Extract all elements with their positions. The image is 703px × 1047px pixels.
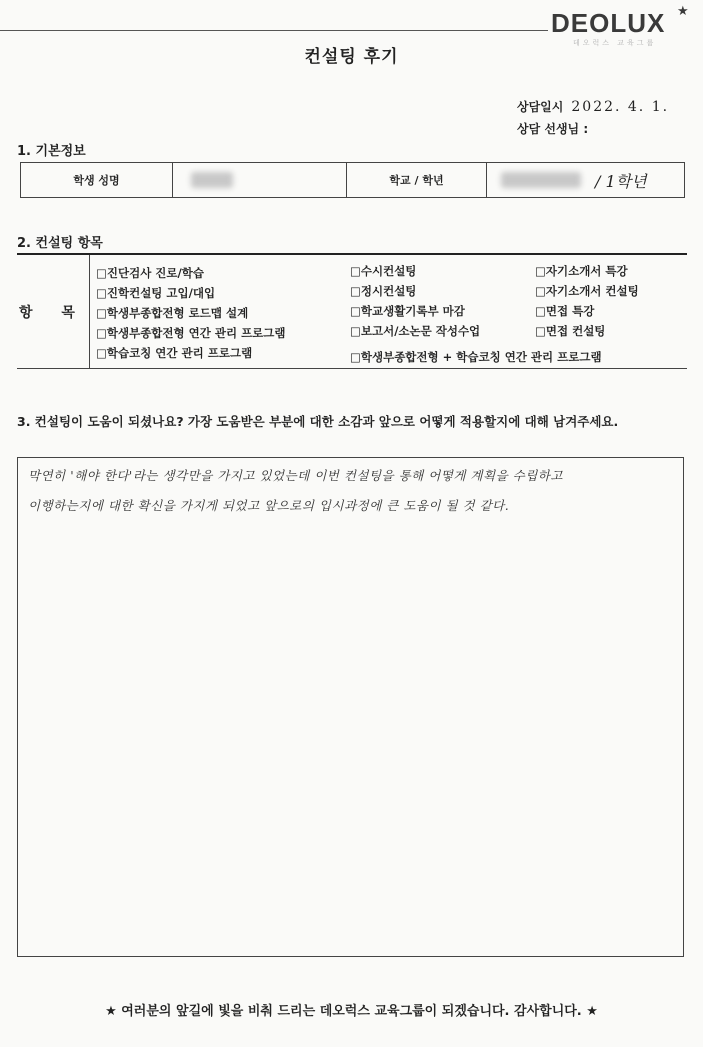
footer-text: 여러분의 앞길에 빛을 비춰 드리는 데오럭스 교육그룹이 되겠습니다. 감사합니다.: [121, 1004, 582, 1019]
item-checkbox[interactable]: □학생부종합전형 연간 관리 프로그램: [96, 326, 286, 340]
item-checkbox[interactable]: □수시컨설팅: [350, 264, 417, 278]
school-grade-label: 학교 / 학년: [347, 163, 487, 197]
consulting-items-table: [17, 253, 687, 369]
item-checkbox[interactable]: □면접 컨설팅: [535, 324, 606, 338]
star-icon: ★: [105, 1004, 117, 1019]
consult-date-label: 상담일시: [517, 100, 564, 114]
brand-name: DEOLUX: [551, 8, 666, 38]
brand-subtitle: 데오럭스 교육그룹: [573, 39, 657, 47]
item-checkbox[interactable]: □진단검사 진로/학습: [96, 266, 204, 280]
basic-info-table: [20, 162, 685, 198]
consult-teacher: [517, 120, 588, 137]
answer-line: 막연히 '해야 한다'라는 생각만을 가지고 있었는데 이번 컨설팅을 통해 어떻게 계획을 수립하고: [28, 468, 563, 483]
section-feedback-question: 3. 컨설팅이 도움이 되셨나요? 가장 도움받은 부분에 대한 소감과 앞으로 어떻게 적용할지에 대해 남겨주세요.: [17, 414, 619, 429]
redacted-name: [191, 172, 233, 188]
footer-message: [0, 1000, 703, 1019]
item-checkbox[interactable]: □자기소개서 특강: [535, 264, 628, 278]
consult-date-value: 2022. 4. 1.: [571, 99, 670, 115]
page-title: 컨설팅 후기: [304, 47, 399, 67]
answer-line: 이행하는지에 대한 확신을 가지게 되었고 앞으로의 입시과정에 큰 도움이 될 것 같다.: [28, 498, 510, 513]
redacted-school: [501, 172, 581, 188]
item-checkbox[interactable]: □학생부종합전형 + 학습코칭 연간 관리 프로그램: [350, 350, 602, 364]
school-grade-value: [487, 163, 684, 197]
section-basic-info-heading: 1. 기본정보: [17, 144, 86, 159]
grade-handwritten: / 1학년: [595, 171, 647, 191]
student-name-label: 학생 성명: [21, 163, 173, 197]
student-name-value: [173, 163, 347, 197]
item-checkbox[interactable]: □정시컨설팅: [350, 284, 417, 298]
item-checkbox[interactable]: □면접 특강: [535, 304, 595, 318]
item-checkbox[interactable]: □자기소개서 컨설팅: [535, 284, 639, 298]
items-label: 항 목: [17, 255, 90, 368]
consult-teacher-label: 상담 선생님 :: [517, 122, 589, 136]
feedback-answer-box: [17, 457, 684, 957]
star-icon: ★: [586, 1004, 598, 1019]
item-checkbox[interactable]: □학교생활기록부 마감: [350, 304, 465, 318]
items-body: [90, 255, 687, 368]
item-checkbox[interactable]: □학생부종합전형 로드맵 설계: [96, 306, 249, 320]
item-checkbox[interactable]: □학습코칭 연간 관리 프로그램: [96, 346, 253, 360]
item-checkbox[interactable]: □보고서/소논문 작성수업: [350, 324, 481, 338]
consult-date: [517, 98, 669, 115]
star-icon: ★: [677, 4, 689, 19]
header-divider: [0, 30, 548, 31]
section-items-heading: 2. 컨설팅 항목: [17, 236, 103, 251]
item-checkbox[interactable]: □진학컨설팅 고입/대입: [96, 286, 216, 300]
